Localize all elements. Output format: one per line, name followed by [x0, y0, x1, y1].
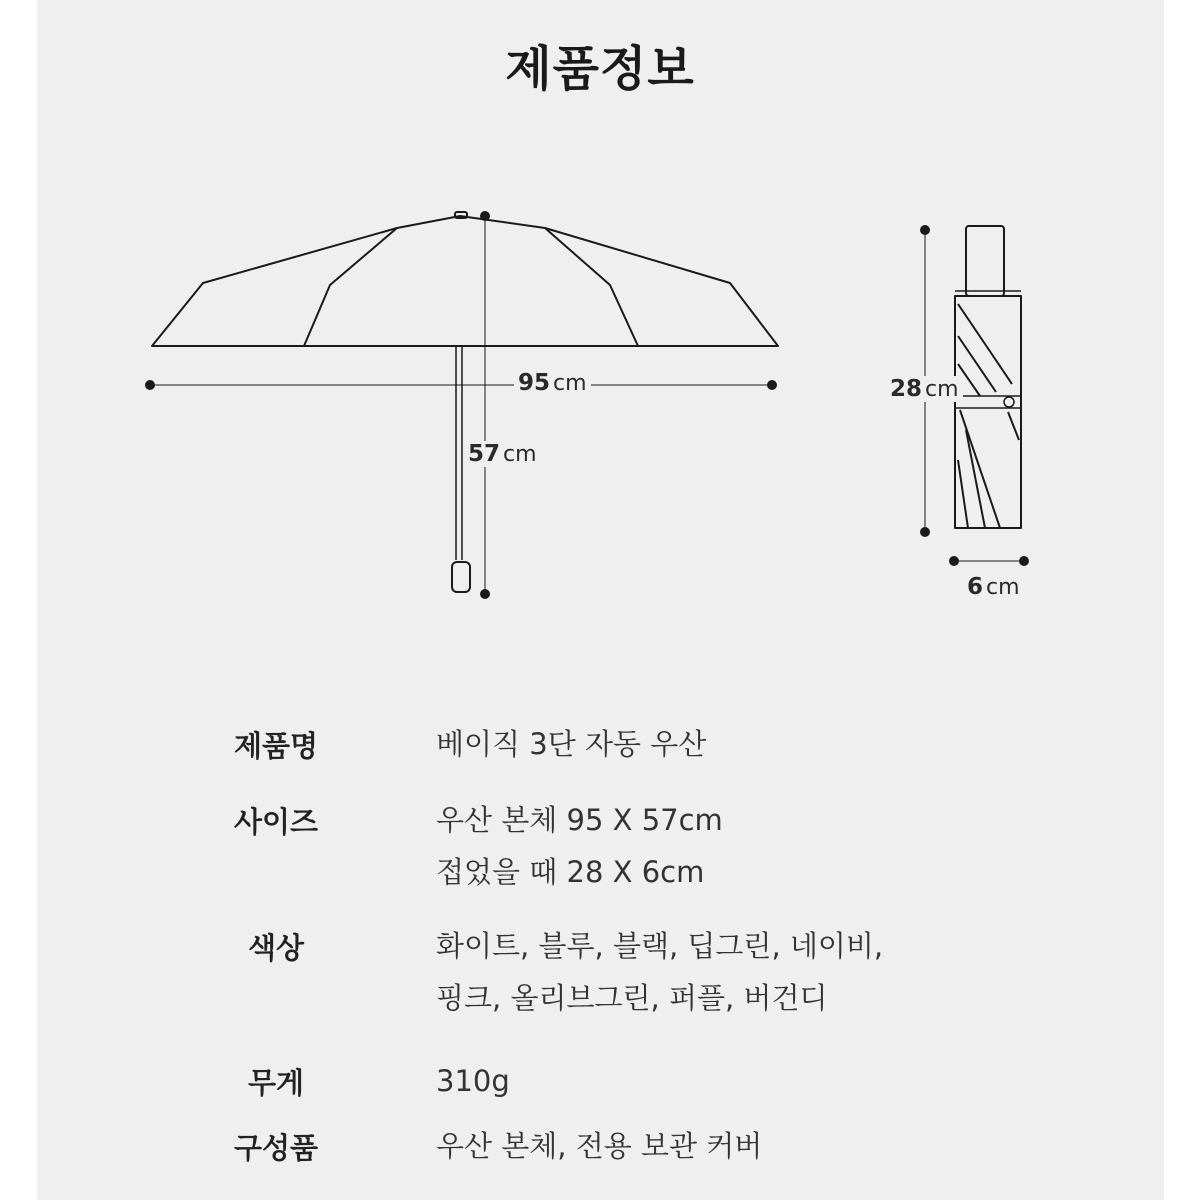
- height-dimension-value: 57: [468, 441, 501, 467]
- canopy-rib-right: [545, 228, 638, 346]
- fold-line-6: [1008, 412, 1019, 440]
- spec-value: [436, 1055, 510, 1107]
- open-umbrella-illustration: [152, 212, 778, 592]
- spec-value: [436, 920, 883, 1024]
- spec-value: [436, 1120, 762, 1172]
- spec-label: 색상: [247, 931, 305, 965]
- width-dimension-label: [514, 370, 591, 396]
- folded-length-dimension-label: [886, 376, 963, 402]
- fold-line-1: [958, 304, 1012, 384]
- height-dimension-label: [464, 441, 541, 467]
- page-title: 제품정보: [505, 41, 695, 97]
- height-dimension-unit: cm: [503, 442, 537, 467]
- spec-label: 구성품: [233, 1131, 319, 1165]
- strap-button: [1004, 397, 1014, 407]
- spec-value: [436, 794, 723, 898]
- spec-value-line: 접었을 때 28 X 6cm: [436, 855, 705, 889]
- width-dimension-line: [146, 381, 777, 390]
- fold-line-2: [958, 336, 996, 392]
- height-dimension-line: [481, 212, 490, 599]
- width-dimension-value: 95: [518, 370, 551, 396]
- folded-handle: [966, 226, 1004, 296]
- fold-line-7: [958, 460, 968, 528]
- folded-collar: [955, 291, 1021, 296]
- spec-value: [436, 718, 706, 770]
- umbrella-shaft: [456, 346, 462, 560]
- folded-width-value: 6: [967, 574, 984, 600]
- spec-label: 무게: [247, 1066, 305, 1100]
- spec-label: 제품명: [233, 729, 319, 763]
- umbrella-handle: [452, 562, 470, 592]
- spec-value-line: 화이트, 블루, 블랙, 딥그린, 네이비,: [436, 929, 884, 963]
- spec-value-line: 우산 본체 95 X 57cm: [436, 803, 723, 837]
- canopy-outline: [152, 216, 778, 346]
- spec-value-line: 우산 본체, 전용 보관 커버: [436, 1129, 763, 1163]
- folded-umbrella-illustration: [955, 226, 1021, 528]
- width-dimension-unit: cm: [553, 371, 587, 396]
- folded-length-value: 28: [890, 376, 923, 402]
- canopy-tip: [455, 212, 467, 218]
- folded-width-dimension-label: [963, 574, 1024, 600]
- fold-line-5: [966, 430, 985, 528]
- folded-width-dimension-line: [950, 557, 1029, 566]
- folded-width-unit: cm: [986, 575, 1020, 600]
- spec-value-line: 핑크, 올리브그린, 퍼플, 버건디: [436, 981, 828, 1015]
- spec-value-line: 310g: [436, 1064, 510, 1098]
- spec-value-line: 베이직 3단 자동 우산: [436, 727, 707, 761]
- spec-label: 사이즈: [233, 805, 319, 839]
- folded-length-unit: cm: [925, 377, 959, 402]
- canopy-rib-left: [304, 228, 397, 346]
